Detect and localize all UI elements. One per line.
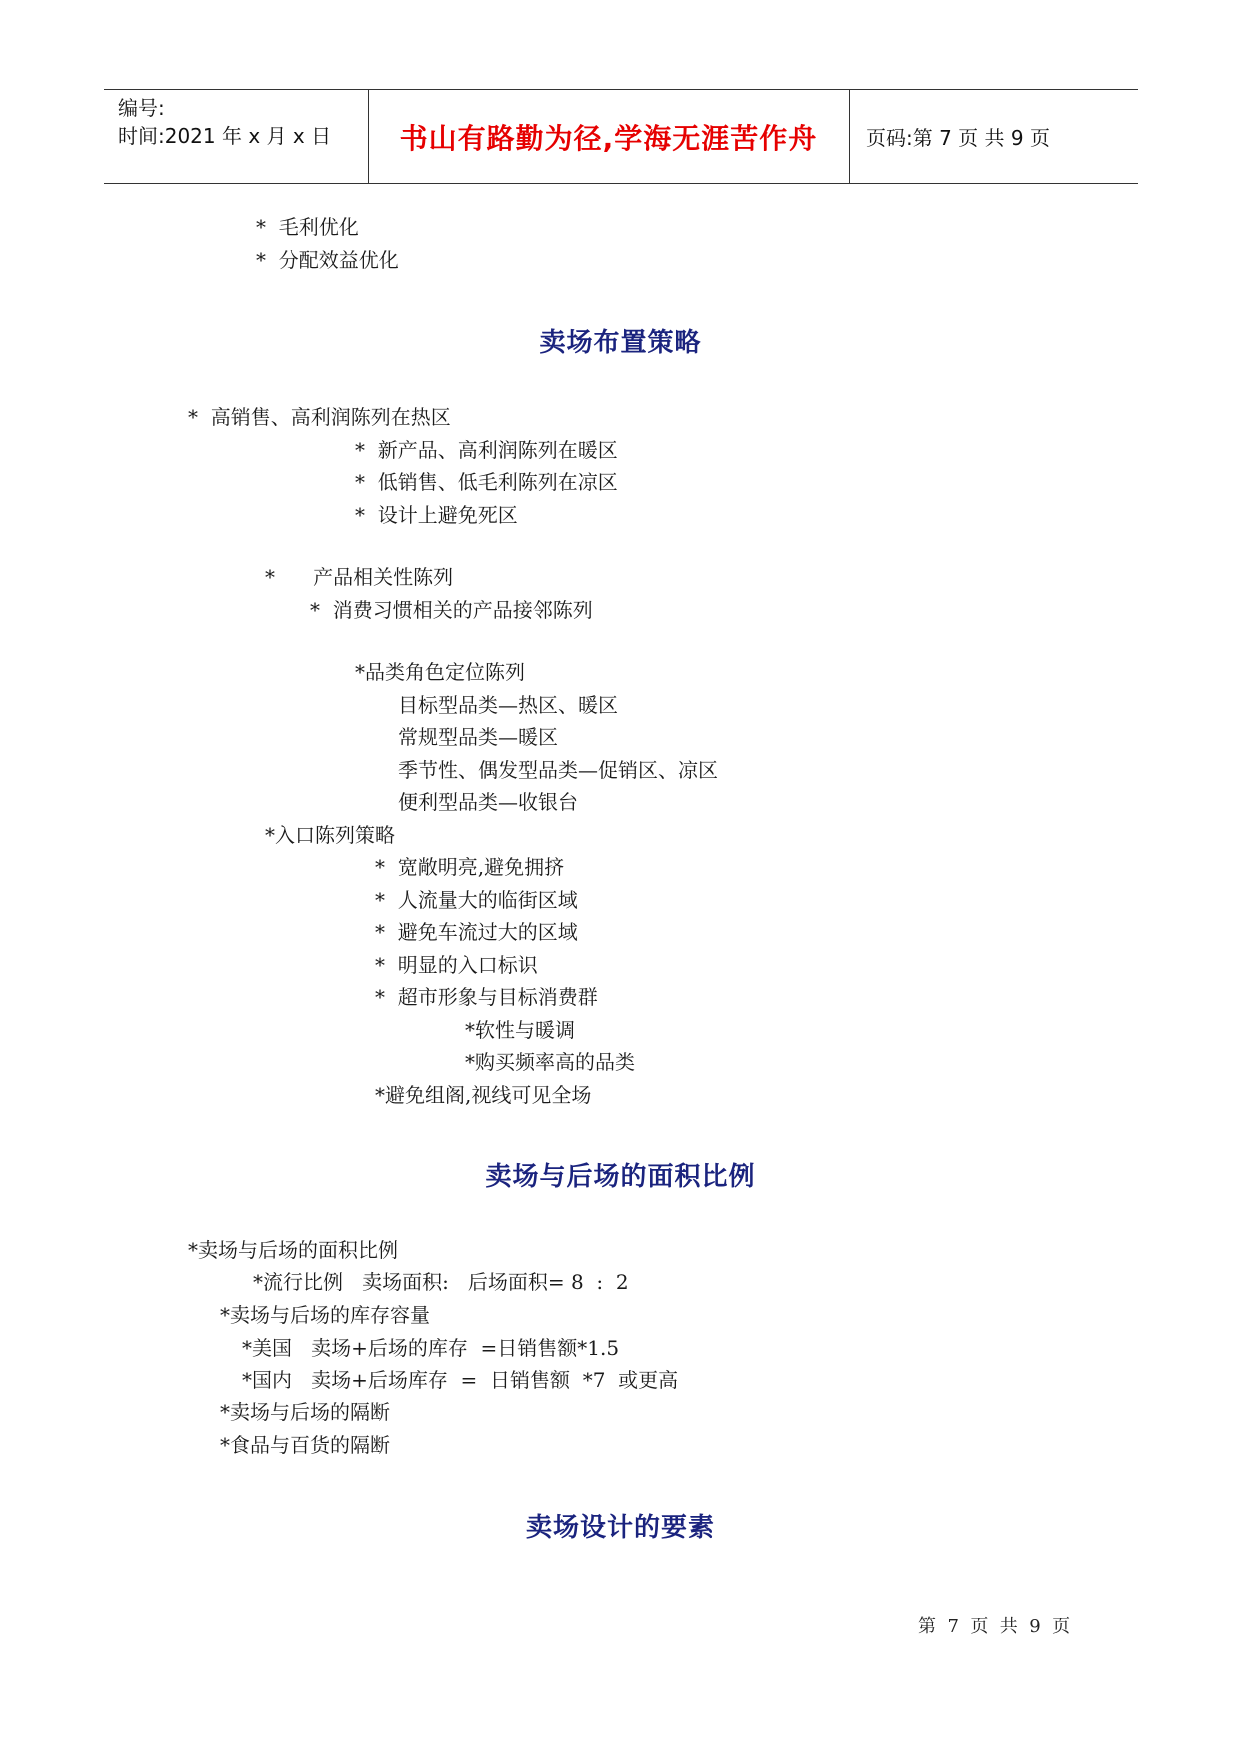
header-motto: 书山有路勤为径,学海无涯苦作舟 <box>399 121 818 155</box>
intro-item: * 毛利优化 <box>256 215 359 239</box>
list-item: *国内 卖场+后场库存 = 日销售额 *7 或更高 <box>242 1368 679 1392</box>
list-item: *软性与暖调 <box>465 1018 575 1042</box>
list-item: 目标型品类—热区、暖区 <box>398 693 618 717</box>
page-footer: 第 7 页 共 9 页 <box>918 1616 1071 1637</box>
list-item: * 高销售、高利润陈列在热区 <box>188 405 451 429</box>
list-item: *卖场与后场的库存容量 <box>220 1303 430 1327</box>
list-item: * 产品相关性陈列 <box>265 565 454 589</box>
list-item: *流行比例 卖场面积: 后场面积= 8 : 2 <box>253 1270 629 1294</box>
intro-item: * 分配效益优化 <box>256 248 399 272</box>
header-page-label: 页码:第 7 页 共 9 页 <box>866 126 1050 150</box>
list-item: * 设计上避免死区 <box>355 503 518 527</box>
list-item: * 避免车流过大的区域 <box>375 920 578 944</box>
list-item: *入口陈列策略 <box>265 823 395 847</box>
header-divider-right <box>849 90 850 183</box>
list-item: *购买频率高的品类 <box>465 1050 635 1074</box>
section-title: 卖场与后场的面积比例 <box>485 1162 756 1192</box>
header-time-label: 时间:2021 年 x 月 x 日 <box>118 124 332 148</box>
list-item: * 新产品、高利润陈列在暖区 <box>355 438 618 462</box>
list-item: *卖场与后场的隔断 <box>220 1400 390 1424</box>
list-item: * 超市形象与目标消费群 <box>375 985 598 1009</box>
list-item: * 宽敞明亮,避免拥挤 <box>375 855 565 879</box>
header-number-label: 编号: <box>118 96 165 120</box>
list-item: * 人流量大的临街区域 <box>375 888 578 912</box>
section-title: 卖场布置策略 <box>539 328 702 358</box>
list-item: *卖场与后场的面积比例 <box>188 1238 398 1262</box>
header-meta <box>118 94 331 150</box>
list-item: 季节性、偶发型品类—促销区、凉区 <box>398 758 718 782</box>
list-item: * 明显的入口标识 <box>375 953 538 977</box>
list-item: 常规型品类—暖区 <box>398 725 558 749</box>
list-item: *品类角色定位陈列 <box>355 660 525 684</box>
section-title: 卖场设计的要素 <box>525 1513 715 1543</box>
list-item: *食品与百货的隔断 <box>220 1433 390 1457</box>
list-item: *避免组阁,视线可见全场 <box>375 1083 592 1107</box>
list-item: *美国 卖场+后场的库存 =日销售额*1.5 <box>242 1336 620 1360</box>
page-header <box>104 89 1138 184</box>
list-item: * 消费习惯相关的产品接邻陈列 <box>310 598 593 622</box>
list-item: * 低销售、低毛利陈列在凉区 <box>355 470 618 494</box>
list-item: 便利型品类—收银台 <box>398 790 578 814</box>
